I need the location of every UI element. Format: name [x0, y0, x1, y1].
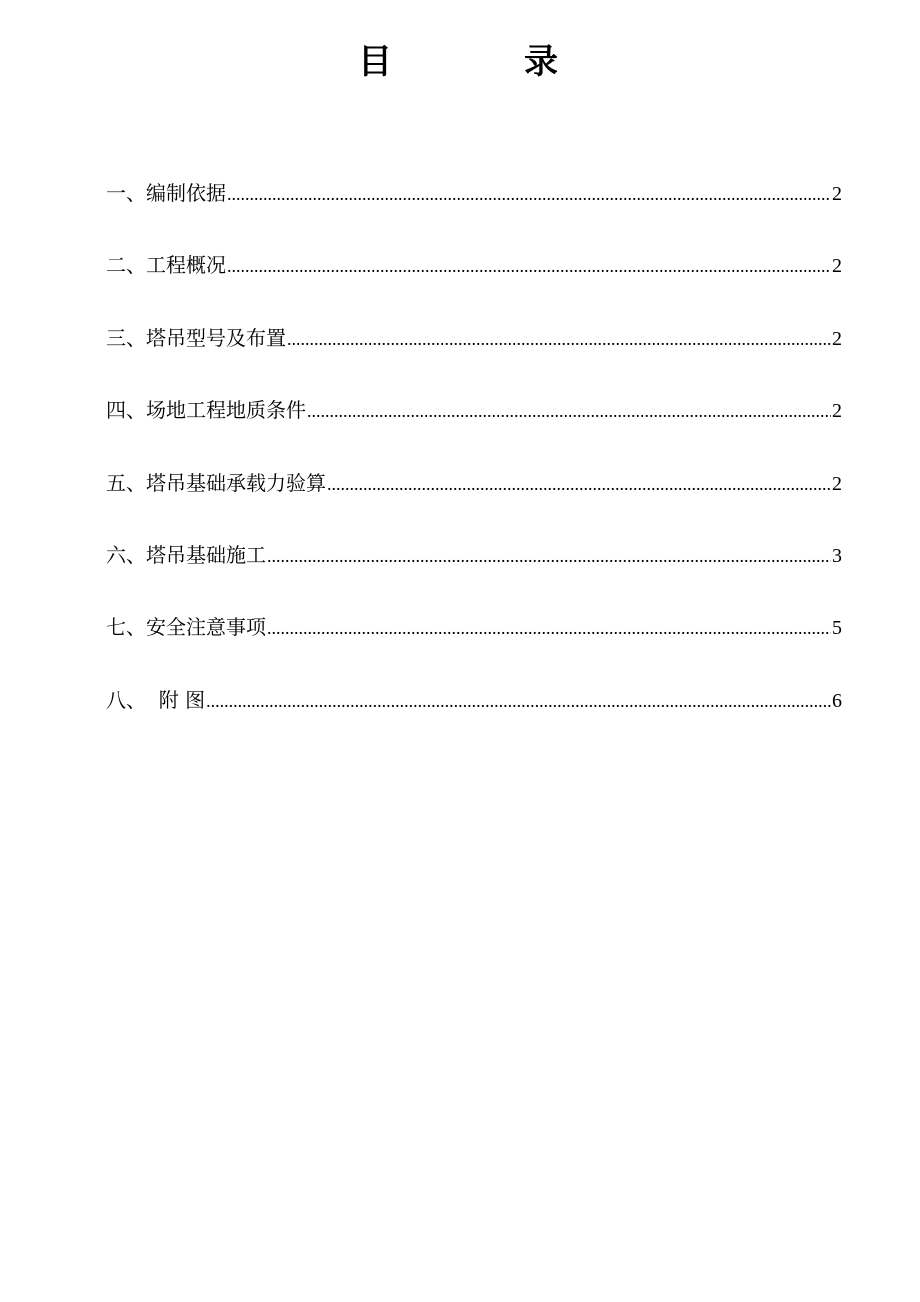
page-title — [0, 38, 920, 86]
toc-entry-label: 六、塔吊基础施工 — [106, 542, 266, 567]
toc-page-number: 2 — [832, 472, 842, 495]
toc-entry-label: 五、塔吊基础承载力验算 — [106, 470, 326, 495]
toc-entry[interactable] — [106, 685, 842, 757]
toc-entry[interactable] — [106, 323, 842, 395]
toc-dot-leader — [267, 541, 831, 571]
toc-entry-label: 七、安全注意事项 — [106, 615, 266, 640]
toc-dot-leader — [227, 251, 831, 281]
title-char-2: 录 — [524, 42, 558, 82]
toc-entry-label: 三、塔吊型号及布置 — [106, 325, 286, 350]
toc-page-number: 2 — [832, 183, 842, 205]
toc-page-number: 2 — [832, 400, 842, 423]
toc-page-number: 3 — [832, 544, 842, 567]
toc-dot-leader — [327, 469, 831, 499]
toc-entry-label: 一、编制依据 — [106, 181, 226, 205]
toc-entry[interactable] — [106, 395, 842, 467]
toc-page-number: 2 — [832, 327, 842, 350]
toc-entry-label: 八、 附 图 — [106, 687, 206, 712]
table-of-contents — [106, 178, 842, 757]
toc-entry[interactable] — [106, 540, 842, 612]
toc-page-number: 6 — [832, 689, 842, 712]
toc-dot-leader — [287, 324, 831, 354]
title-char-1: 目 — [358, 42, 392, 82]
toc-entry-label: 二、工程概况 — [106, 253, 226, 278]
toc-dot-leader — [267, 613, 831, 643]
toc-page-number: 2 — [832, 255, 842, 278]
toc-entry[interactable] — [106, 178, 842, 250]
toc-dot-leader — [227, 179, 831, 209]
toc-entry[interactable] — [106, 612, 842, 684]
toc-entry[interactable] — [106, 250, 842, 322]
toc-entry-label: 四、场地工程地质条件 — [106, 398, 306, 423]
toc-dot-leader — [206, 686, 831, 716]
toc-page-number: 5 — [832, 617, 842, 640]
toc-dot-leader — [307, 396, 831, 426]
toc-entry[interactable] — [106, 468, 842, 540]
